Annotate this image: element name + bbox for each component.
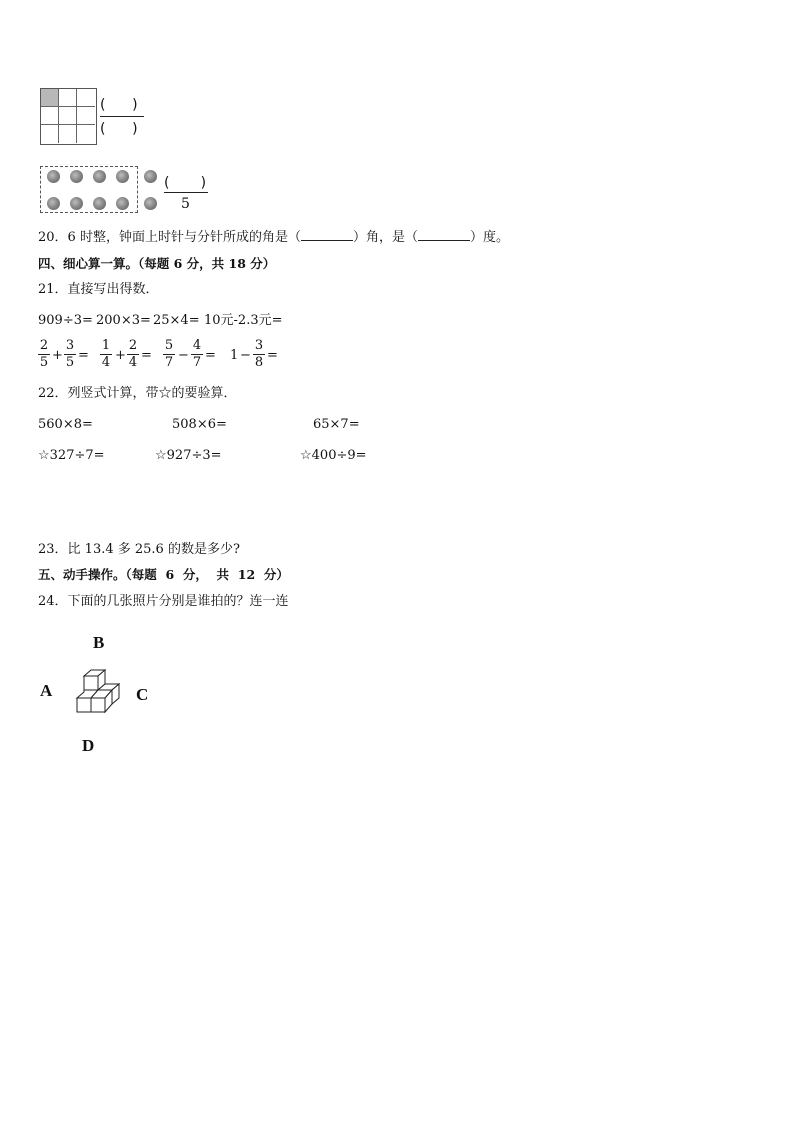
cube-front-face	[84, 676, 98, 690]
dot	[47, 197, 60, 210]
q20-blank-1[interactable]	[301, 230, 353, 241]
section-4-heading: 四、细心算一算。（每题 6 分，共 18 分）	[38, 256, 276, 271]
grid-cell	[77, 125, 95, 143]
label-c: C	[136, 685, 149, 704]
q21-expr-2: 200×3=	[96, 313, 151, 328]
dot	[93, 197, 106, 210]
q21-expr-1: 909÷3=	[38, 313, 93, 328]
paren-open: (	[100, 97, 106, 113]
cube-stack-figure	[70, 668, 122, 722]
paren-close: )	[132, 97, 138, 113]
q20-text-b: ）角，是（	[352, 230, 418, 245]
question-21-title: 21．直接写出得数．	[38, 282, 159, 297]
q20-text-a: 20．6 时整，钟面上时针与分针所成的角是（	[38, 230, 301, 245]
dot	[144, 170, 157, 183]
dot	[144, 197, 157, 210]
question-22-title: 22．列竖式计算，带☆的要验算．	[38, 386, 237, 401]
grid-cell	[59, 125, 77, 143]
label-a: A	[40, 681, 53, 700]
cube-front-face	[91, 698, 105, 712]
label-d: D	[82, 736, 95, 755]
fraction: 3 5	[65, 338, 75, 370]
section-5-heading: 五、动手操作。（每题 6 分， 共 12 分）	[38, 567, 289, 582]
grid-fraction-bar	[100, 116, 144, 117]
grid-cell	[59, 89, 77, 107]
q22-expr-6: ☆400÷9=	[300, 448, 367, 463]
grid-fraction-numerator-blank	[100, 94, 138, 113]
fraction: 3 8	[254, 338, 264, 370]
dot	[47, 170, 60, 183]
question-24: 24．下面的几张照片分别是谁拍的？连一连	[38, 594, 289, 609]
paren-open: (	[164, 175, 170, 191]
label-b: B	[93, 633, 105, 652]
fraction: 2 5	[39, 338, 49, 370]
cube-front-face	[77, 698, 91, 712]
dot	[70, 170, 83, 183]
equals-sign: =	[205, 348, 216, 363]
fraction: 1 4	[101, 338, 111, 370]
question-20	[38, 230, 509, 246]
dot	[116, 197, 129, 210]
q22-expr-5: ☆927÷3=	[155, 448, 222, 463]
dot	[116, 170, 129, 183]
operator: −	[240, 348, 251, 363]
q22-expr-3: 65×7=	[313, 417, 360, 432]
fraction-grid-figure	[40, 88, 97, 145]
grid-fraction-denominator-blank	[100, 118, 138, 137]
whole-number: 1	[230, 348, 239, 363]
fraction: 4 7	[192, 338, 202, 370]
q20-text-c: ）度。	[469, 230, 509, 245]
fraction: 5 7	[164, 338, 174, 370]
q22-expr-1: 560×8=	[38, 417, 93, 432]
paren-open: (	[100, 121, 106, 137]
equals-sign: =	[267, 348, 278, 363]
operator: −	[178, 348, 189, 363]
grid-cell	[41, 125, 59, 143]
equals-sign: =	[78, 348, 89, 363]
grid-cell-shaded	[41, 89, 59, 107]
grid-cell	[77, 107, 95, 125]
equals-sign: =	[141, 348, 152, 363]
q20-blank-2[interactable]	[418, 230, 470, 241]
paren-close: )	[132, 121, 138, 137]
operator: +	[52, 348, 63, 363]
grid-cell	[77, 89, 95, 107]
q21-expr-4: 10元-2.3元=	[204, 313, 283, 328]
q22-expr-2: 508×6=	[172, 417, 227, 432]
dot	[93, 170, 106, 183]
q21-expr-3: 25×4=	[153, 313, 200, 328]
fraction: 2 4	[128, 338, 138, 370]
paren-close: )	[200, 175, 207, 191]
grid-cell	[41, 107, 59, 125]
dots-fraction-bar	[164, 192, 208, 193]
question-23: 23．比 13.4 多 25.6 的数是多少?	[38, 542, 240, 557]
grid-cell	[59, 107, 77, 125]
dots-fraction-denominator: 5	[181, 196, 190, 212]
q22-expr-4: ☆327÷7=	[38, 448, 105, 463]
dot	[70, 197, 83, 210]
operator: +	[115, 348, 126, 363]
dots-fraction-numerator-blank	[164, 172, 206, 191]
